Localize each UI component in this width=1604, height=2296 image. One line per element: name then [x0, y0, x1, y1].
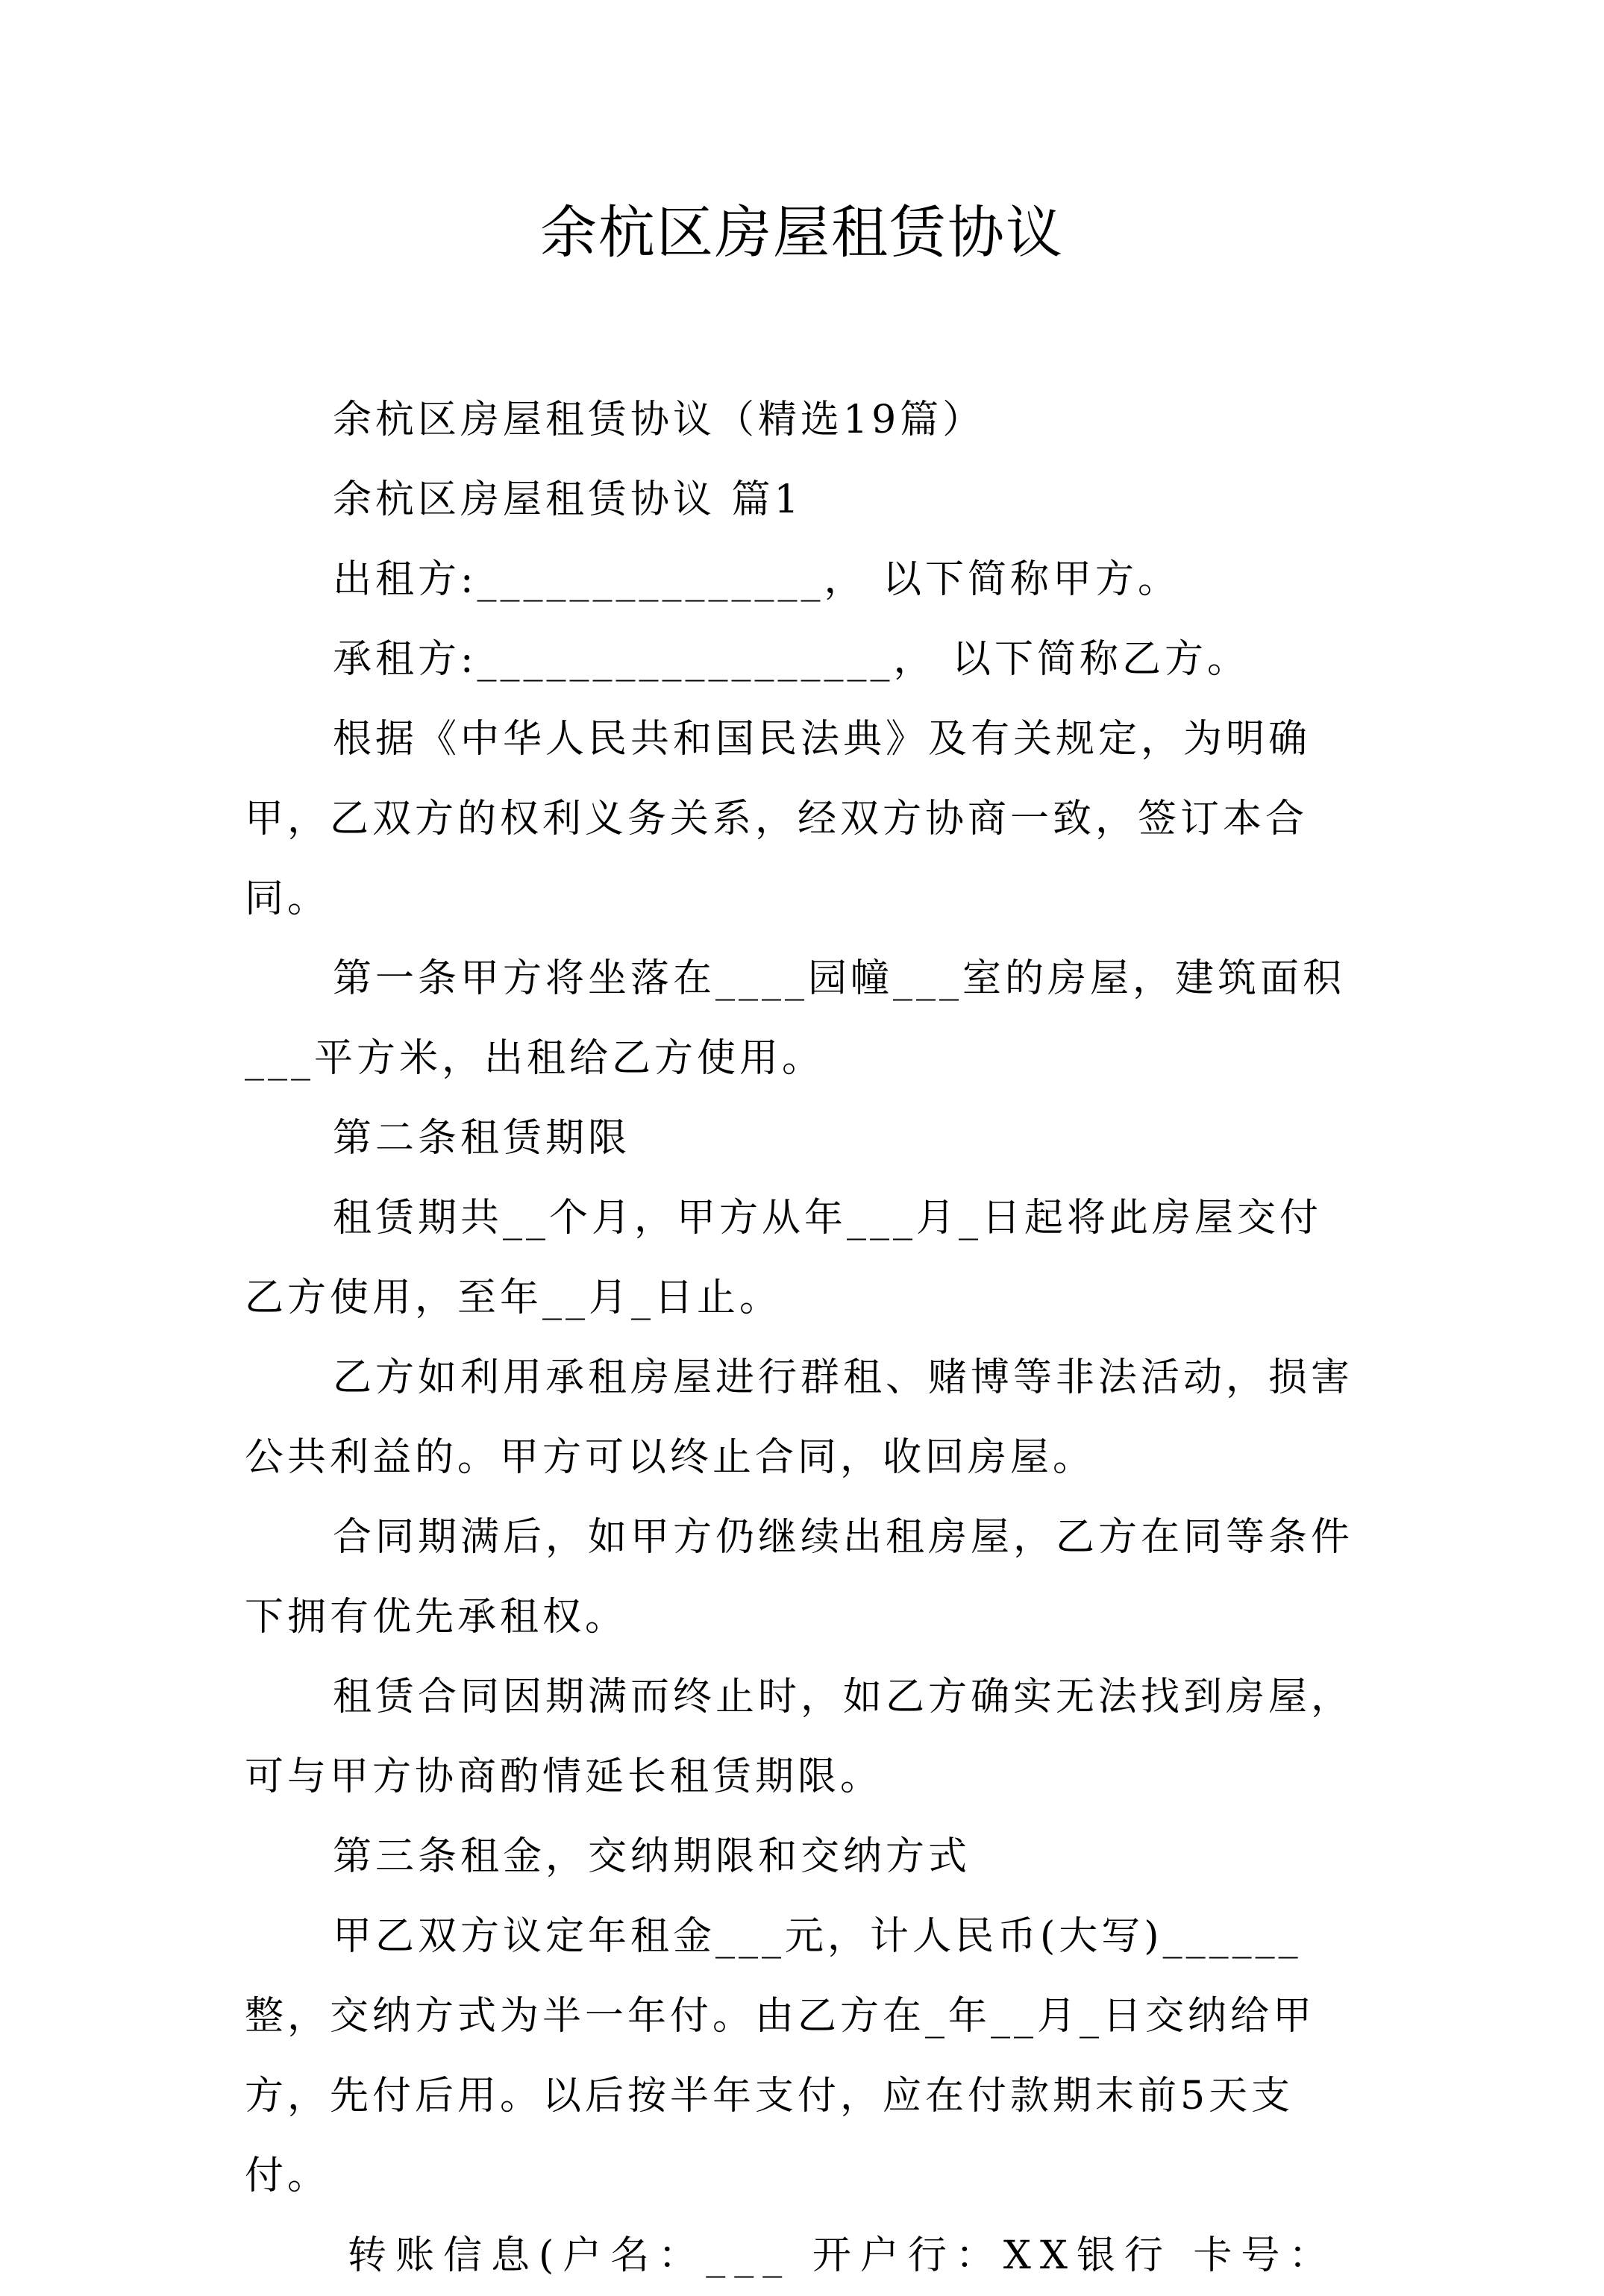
paragraph-section-heading: 余杭区房屋租赁协议 篇1: [333, 477, 803, 522]
paragraph-renewal-priority: 合同期满后，如甲方仍继续出租房屋，乙方在同等条件下拥有优先承租权。: [245, 1515, 1354, 1640]
paragraph-article-2-heading: 第二条租赁期限: [333, 1116, 631, 1161]
paragraph-preamble: 根据《中华人民共和国民法典》及有关规定，为明确甲，乙双方的权利义务关系，经双方协商一致，签订本合同。: [245, 717, 1312, 921]
document-title: 余杭区房屋租赁协议: [540, 199, 1064, 266]
paragraph-lessee: 承租方:__________________， 以下简称乙方。: [333, 637, 1250, 682]
paragraph-illegal-use: 乙方如利用承租房屋进行群租、赌博等非法活动，损害公共利益的。甲方可以终止合同，收回房屋。: [245, 1355, 1354, 1480]
document-body: [245, 380, 1364, 2296]
paragraph-article-3-heading: 第三条租金，交纳期限和交纳方式: [333, 1834, 971, 1879]
paragraph-term-extension: 租赁合同因期满而终止时，如乙方确实无法找到房屋，可与甲方协商酌情延长租赁期限。: [245, 1675, 1354, 1799]
paragraph-transfer-info: 转账信息(户名：___ 开户行：XX银行 卡号：: [348, 2233, 1337, 2278]
paragraph-rent-payment: 甲乙双方议定年租金___元，计人民币(大写)______整，交纳方式为半一年付。由乙方在_年__月_日交纳给甲方，先付后用。以后按半年支付，应在付款期末前5天支付。: [245, 1914, 1316, 2198]
paragraph-lease-term: 租赁期共__个月，甲方从年___月_日起将此房屋交付乙方使用，至年__月_日止。: [245, 1196, 1323, 1320]
paragraph-lessor: 出租方:_______________， 以下简称甲方。: [333, 557, 1181, 602]
paragraph-subtitle: 余杭区房屋租赁协议（精选19篇）: [333, 398, 986, 442]
paragraph-article-1: 第一条甲方将坐落在____园幢___室的房屋，建筑面积___平方米，出租给乙方使用。: [245, 956, 1346, 1081]
